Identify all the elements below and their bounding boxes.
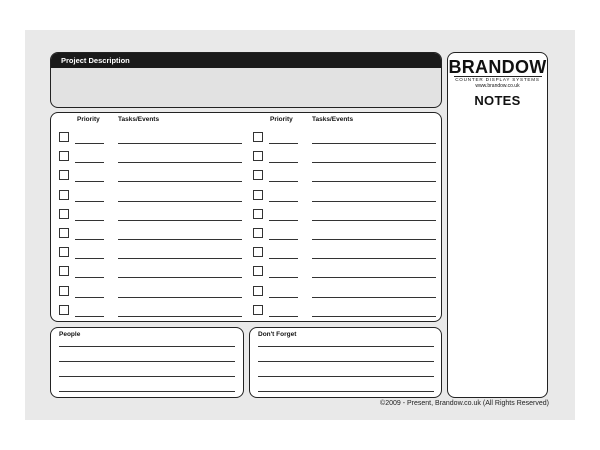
people-title: People [59,331,81,338]
task-checkbox[interactable] [59,209,69,219]
priority-line [75,316,104,317]
task-row [253,187,439,203]
task-checkbox[interactable] [59,247,69,257]
task-checkbox[interactable] [59,151,69,161]
people-line [59,361,235,362]
brand-logo: BRANDOW [448,57,547,77]
people-line [59,391,235,392]
task-checkbox[interactable] [253,170,263,180]
priority-header-left: Priority [77,116,100,123]
priority-line [269,181,298,182]
priority-line [75,220,104,221]
priority-line [269,316,298,317]
task-row [253,225,439,241]
task-checkbox[interactable] [253,228,263,238]
task-line [118,143,242,144]
dont-forget-line [258,346,434,347]
task-line [312,143,436,144]
task-checkbox[interactable] [253,132,263,142]
notes-title: NOTES [474,93,521,108]
task-row [59,129,245,145]
priority-line [75,239,104,240]
priority-line [75,258,104,259]
task-line [118,220,242,221]
task-line [118,258,242,259]
task-line [118,277,242,278]
tasks-header-left: Tasks/Events [118,116,160,123]
task-line [312,277,436,278]
task-line [312,162,436,163]
task-line [118,201,242,202]
priority-line [269,162,298,163]
priority-line [269,297,298,298]
priority-line [269,277,298,278]
task-checkbox[interactable] [59,132,69,142]
priority-line [75,181,104,182]
task-checkbox[interactable] [253,305,263,315]
task-line [312,316,436,317]
task-checkbox[interactable] [59,305,69,315]
task-line [312,239,436,240]
task-row [59,148,245,164]
task-row [59,206,245,222]
task-line [312,297,436,298]
priority-line [75,162,104,163]
notes-panel [447,52,548,398]
task-row [59,167,245,183]
task-row [253,263,439,279]
priority-line [269,220,298,221]
task-line [118,181,242,182]
task-line [118,239,242,240]
task-checkbox[interactable] [59,170,69,180]
task-line [312,201,436,202]
priority-line [75,297,104,298]
dont-forget-box [249,327,442,398]
task-row [253,206,439,222]
priority-line [75,143,104,144]
task-line [312,258,436,259]
task-checkbox[interactable] [253,209,263,219]
priority-line [75,277,104,278]
task-checkbox[interactable] [253,247,263,257]
priority-line [269,239,298,240]
task-row [59,283,245,299]
people-box [50,327,244,398]
tasks-header-right: Tasks/Events [312,116,354,123]
dont-forget-line [258,361,434,362]
task-row [59,302,245,318]
priority-line [269,143,298,144]
task-row [253,148,439,164]
dont-forget-line [258,391,434,392]
task-checkbox[interactable] [253,190,263,200]
task-line [118,316,242,317]
project-description-box [50,52,442,108]
tasks-panel [50,112,442,322]
task-checkbox[interactable] [59,286,69,296]
task-checkbox[interactable] [253,286,263,296]
task-row [59,263,245,279]
task-row [253,244,439,260]
dont-forget-line [258,376,434,377]
task-row [253,129,439,145]
task-line [118,162,242,163]
priority-header-right: Priority [270,116,293,123]
priority-line [75,201,104,202]
task-row [253,283,439,299]
task-row [59,225,245,241]
brand-url: www.brandow.co.uk [475,83,520,89]
task-line [118,297,242,298]
task-line [312,220,436,221]
priority-line [269,258,298,259]
task-checkbox[interactable] [253,151,263,161]
task-line [312,181,436,182]
priority-line [269,201,298,202]
task-checkbox[interactable] [59,228,69,238]
people-line [59,346,235,347]
project-description-header: Project Description [51,53,441,68]
task-row [59,187,245,203]
task-checkbox[interactable] [59,190,69,200]
task-checkbox[interactable] [59,266,69,276]
copyright-text: ©2009 - Present, Brandow.co.uk (All Rights Reserved) [380,400,549,407]
task-row [253,167,439,183]
brand-tagline: COUNTER DISPLAY SYSTEMS [455,77,540,82]
task-row [253,302,439,318]
dont-forget-title: Don't Forget [258,331,297,338]
task-checkbox[interactable] [253,266,263,276]
people-line [59,376,235,377]
task-row [59,244,245,260]
